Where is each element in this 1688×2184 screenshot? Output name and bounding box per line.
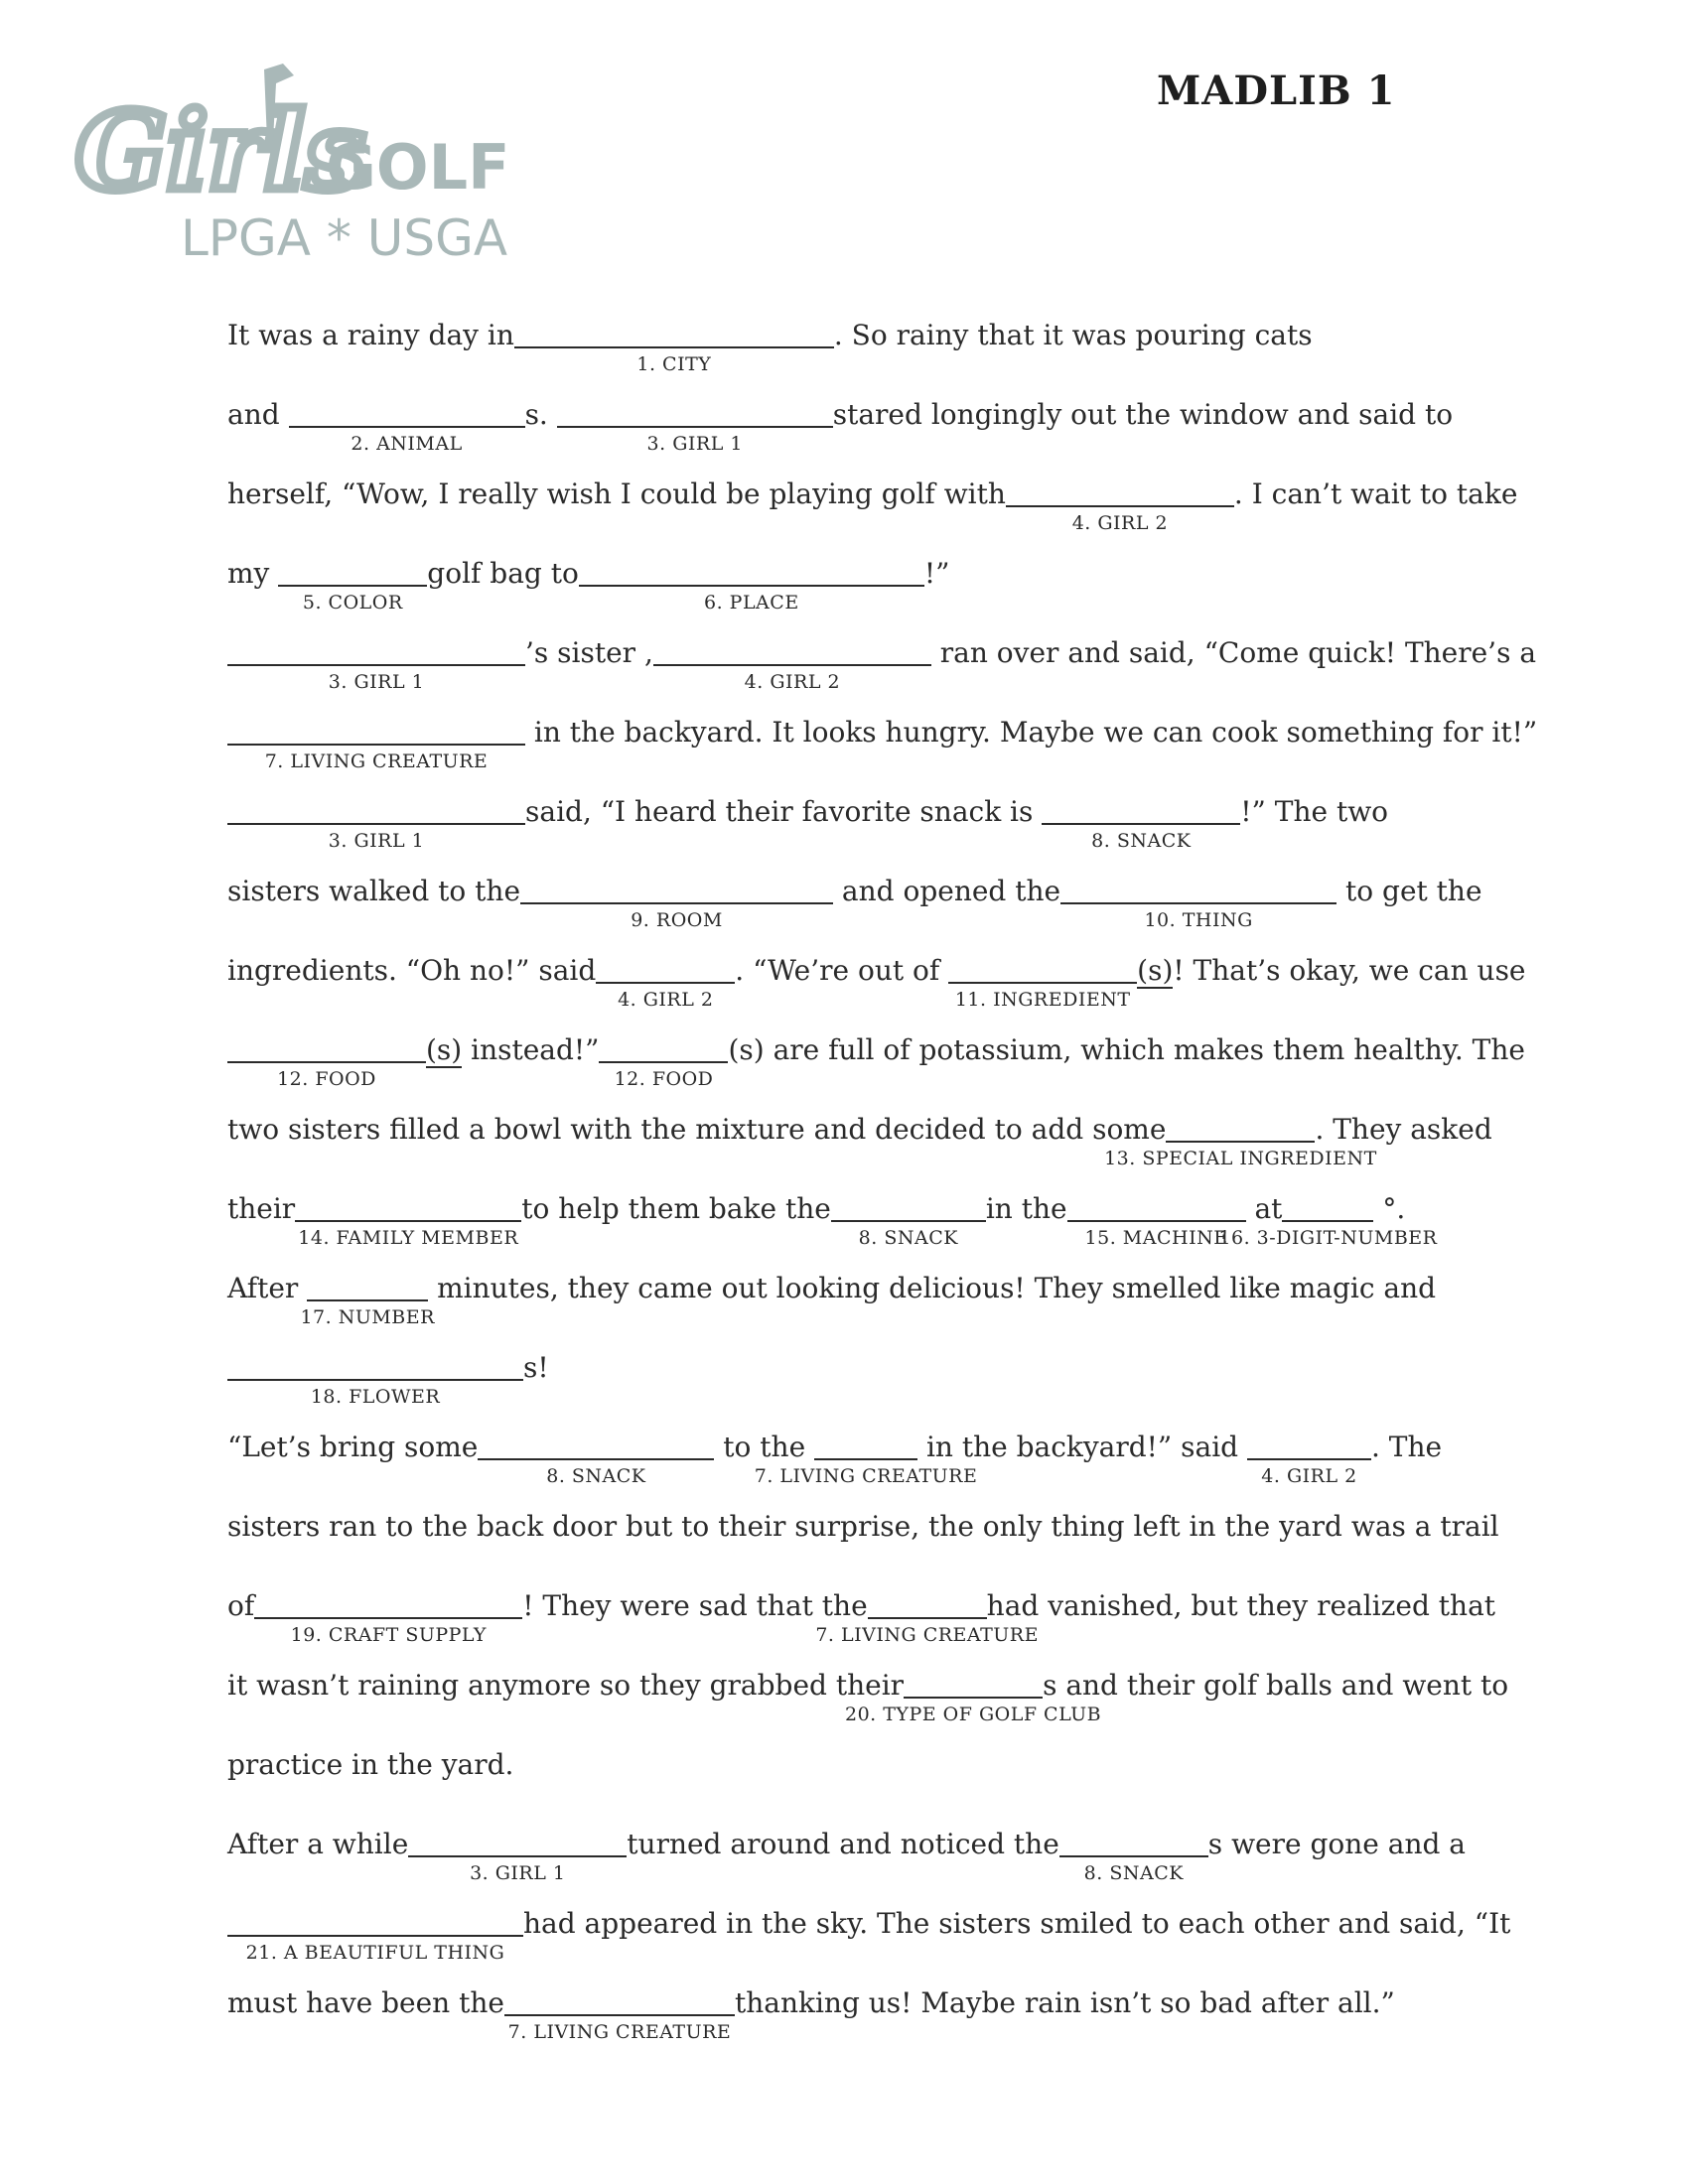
story-line xyxy=(227,1985,1395,2043)
logo-tagline: LPGA * USGA xyxy=(181,209,508,267)
story-text-segment: to help them bake the xyxy=(521,1192,831,1225)
story-line xyxy=(227,794,1389,852)
story-text-segment: thanking us! Maybe rain isn’t so bad after all.” xyxy=(734,1986,1395,2019)
story-text-segment: stared longingly out the window and said to xyxy=(832,398,1454,431)
story-line xyxy=(227,1271,1437,1328)
blank-place[interactable] xyxy=(579,557,924,614)
story-text-segment: sisters ran to the back door but to their surprise, the only thing left in the yard was a trail xyxy=(227,1510,1499,1543)
story-text-segment: (s) are full of potassium, which makes them healthy. The xyxy=(728,1033,1525,1066)
blank-snack[interactable] xyxy=(831,1192,986,1249)
blank-label: 17. NUMBER xyxy=(300,1306,435,1328)
blank-living-creature[interactable] xyxy=(504,1986,735,2043)
story-line xyxy=(227,1032,1525,1090)
blank-room[interactable] xyxy=(520,875,833,931)
blank-thing[interactable] xyxy=(1060,875,1336,931)
story-text-segment: °. xyxy=(1373,1192,1406,1225)
story-line xyxy=(227,477,1518,534)
story-text-segment: ! That’s okay, we can use xyxy=(1173,954,1526,987)
story-text-segment: It was a rainy day in xyxy=(227,319,514,351)
story-text-segment: at xyxy=(1245,1192,1283,1225)
story-line xyxy=(227,1350,549,1408)
blank-label: 1. CITY xyxy=(636,353,712,375)
story-text-segment: herself, “Wow, I really wish I could be playing golf with xyxy=(227,478,1006,510)
blank-label: 12. FOOD xyxy=(277,1068,376,1090)
story-text-segment: !” The two xyxy=(1240,795,1389,828)
blank-animal[interactable] xyxy=(289,398,525,455)
blank-label: 7. LIVING CREATURE xyxy=(507,2021,732,2043)
story-text-segment: . I can’t wait to take xyxy=(1233,478,1518,510)
blank-label: 4. GIRL 2 xyxy=(1261,1465,1357,1487)
story-text-segment: had vanished, but they realized that xyxy=(986,1589,1496,1622)
story-line xyxy=(227,318,1313,375)
blank-label: 6. PLACE xyxy=(703,592,799,614)
blank-label: 12. FOOD xyxy=(614,1068,714,1090)
story-text-segment: it wasn’t raining anymore so they grabbed their xyxy=(227,1669,905,1702)
blank-snack[interactable] xyxy=(478,1431,714,1487)
blank-label: 7. LIVING CREATURE xyxy=(264,751,489,772)
story-line xyxy=(227,1906,1511,1964)
story-text-segment: ran over and said, “Come quick! There’s a xyxy=(930,636,1537,669)
blank-label: 9. ROOM xyxy=(631,909,723,931)
blank-label: 14. FAMILY MEMBER xyxy=(298,1227,519,1249)
blank-label: 8. SNACK xyxy=(1083,1862,1184,1884)
story-text-segment: to get the xyxy=(1336,875,1482,907)
story-text-segment: s and their golf balls and went to xyxy=(1043,1669,1509,1702)
blank-label: 18. FLOWER xyxy=(310,1386,441,1408)
blank-label: 11. INGREDIENT xyxy=(954,989,1131,1011)
story-text-segment: After a while xyxy=(227,1828,409,1860)
blank-city[interactable] xyxy=(514,319,834,375)
blank-snack[interactable] xyxy=(1042,795,1240,852)
story-line xyxy=(227,1668,1509,1725)
story-line xyxy=(227,953,1526,1011)
story-line xyxy=(227,1588,1496,1646)
blank-girl-2[interactable] xyxy=(1006,478,1234,534)
story-text-segment: to the xyxy=(714,1431,815,1463)
story-text-segment: ingredients. “Oh no!” said xyxy=(227,954,597,987)
blank-label: 8. SNACK xyxy=(1091,830,1192,852)
story-text-segment: . So rainy that it was pouring cats xyxy=(833,319,1313,351)
blank-label: 15. MACHINE xyxy=(1084,1227,1228,1249)
story-line xyxy=(227,1191,1438,1249)
blank-machine[interactable] xyxy=(1067,1192,1246,1249)
story-line xyxy=(227,397,1454,455)
blank-label: 16. 3-DIGIT-NUMBER xyxy=(1218,1227,1438,1249)
blank-girl-1[interactable] xyxy=(227,795,525,852)
story-text-segment: After xyxy=(227,1272,308,1304)
blank-food[interactable] xyxy=(227,1033,426,1090)
logo-golf-word: GOLF xyxy=(326,131,510,204)
story-text-segment: . “We’re out of xyxy=(735,954,949,987)
blank-label: 2. ANIMAL xyxy=(351,433,463,455)
blank-label: 4. GIRL 2 xyxy=(618,989,714,1011)
blank-girl-2[interactable] xyxy=(596,954,735,1011)
blank-a-beautiful-thing[interactable] xyxy=(227,1907,523,1964)
story-text-segment: had appeared in the sky. The sisters smiled to each other and said, “It xyxy=(523,1907,1511,1940)
story-line xyxy=(227,1827,1466,1884)
story-text-segment: must have been the xyxy=(227,1986,504,2019)
story-text-segment: s were gone and a xyxy=(1207,1828,1466,1860)
blank-label: 3. GIRL 1 xyxy=(328,671,425,693)
story-text-segment: . They asked xyxy=(1315,1113,1492,1146)
page-title: MADLIB 1 xyxy=(1157,68,1396,114)
story-line xyxy=(227,635,1537,693)
blank-food[interactable] xyxy=(599,1033,728,1090)
story-text-segment: instead!” xyxy=(462,1033,600,1066)
plural-suffix: (s) xyxy=(1137,954,1174,987)
blank-living-creature[interactable] xyxy=(815,1589,1039,1646)
girls-golf-logo xyxy=(70,62,536,270)
blank-label: 5. COLOR xyxy=(302,592,403,614)
blank-living-creature[interactable] xyxy=(227,716,525,772)
story-line xyxy=(227,1112,1492,1169)
story-text-segment: in the backyard. It looks hungry. Maybe we can cook something for it!” xyxy=(525,716,1538,749)
story-text-segment: turned around and noticed the xyxy=(627,1828,1059,1860)
story-text-segment: ’s sister , xyxy=(525,636,653,669)
blank-label: 13. SPECIAL INGREDIENT xyxy=(1104,1148,1377,1169)
story-text-segment: and opened the xyxy=(833,875,1061,907)
story-text-segment: sisters walked to the xyxy=(227,875,521,907)
blank-girl-2[interactable] xyxy=(653,636,931,693)
story-line xyxy=(227,1430,1443,1487)
blank-label: 19. CRAFT SUPPLY xyxy=(290,1624,487,1646)
blank-label: 3. GIRL 1 xyxy=(646,433,743,455)
blank-craft-supply[interactable] xyxy=(254,1589,522,1646)
blank-label: 7. LIVING CREATURE xyxy=(815,1624,1039,1646)
story-line xyxy=(227,1509,1499,1545)
blank-label: 3. GIRL 1 xyxy=(328,830,425,852)
plural-suffix: (s) xyxy=(426,1033,463,1066)
blank-girl-1[interactable] xyxy=(557,398,833,455)
story-line xyxy=(227,715,1538,772)
story-text-segment: my xyxy=(227,557,279,590)
blank-color[interactable] xyxy=(278,557,427,614)
story-text-segment: minutes, they came out looking delicious! They smelled like magic and xyxy=(428,1272,1437,1304)
blank-special-ingredient[interactable] xyxy=(1104,1113,1377,1169)
story-text-segment: “Let’s bring some xyxy=(227,1431,479,1463)
story-text-segment: golf bag to xyxy=(427,557,579,590)
blank-number[interactable] xyxy=(300,1272,435,1328)
story-text-segment: s. xyxy=(524,398,557,431)
story-text-segment: ! They were sad that the xyxy=(522,1589,868,1622)
blank-label: 21. A BEAUTIFUL THING xyxy=(245,1942,505,1964)
story-line xyxy=(227,874,1482,931)
story-text-segment: of xyxy=(227,1589,255,1622)
blank-label: 7. LIVING CREATURE xyxy=(754,1465,978,1487)
blank-family-member[interactable] xyxy=(295,1192,521,1249)
blank-type-of-golf-club[interactable] xyxy=(844,1669,1102,1725)
story-text-segment: two sisters filled a bowl with the mixture and decided to add some xyxy=(227,1113,1167,1146)
blank-girl-2[interactable] xyxy=(1247,1431,1371,1487)
blank-label: 10. THING xyxy=(1144,909,1253,931)
story-text-segment: !” xyxy=(923,557,950,590)
blank-label: 8. SNACK xyxy=(546,1465,646,1487)
story-text-segment: their xyxy=(227,1192,296,1225)
blank-flower[interactable] xyxy=(227,1351,523,1408)
story-text-segment: in the backyard!” said xyxy=(917,1431,1247,1463)
blank-ingredient[interactable] xyxy=(948,954,1137,1011)
blank-label: 20. TYPE OF GOLF CLUB xyxy=(844,1704,1102,1725)
blank-label: 4. GIRL 2 xyxy=(1071,512,1169,534)
story-text-segment: said, “I heard their favorite snack is xyxy=(525,795,1043,828)
logo-script-word: Girls xyxy=(75,89,365,214)
story-text-segment: and xyxy=(227,398,289,431)
blank-girl-1[interactable] xyxy=(408,1828,627,1884)
blank-girl-1[interactable] xyxy=(227,636,525,693)
story-line xyxy=(227,556,950,614)
story-text-segment: practice in the yard. xyxy=(227,1748,514,1781)
story-text-segment: in the xyxy=(985,1192,1067,1225)
story-text-segment: s! xyxy=(523,1351,549,1384)
blank-label: 8. SNACK xyxy=(858,1227,958,1249)
blank-label: 3. GIRL 1 xyxy=(470,1862,566,1884)
blank-label: 4. GIRL 2 xyxy=(744,671,841,693)
story-text-segment: . The xyxy=(1371,1431,1443,1463)
blank-snack[interactable] xyxy=(1059,1828,1208,1884)
story-line xyxy=(227,1747,513,1783)
